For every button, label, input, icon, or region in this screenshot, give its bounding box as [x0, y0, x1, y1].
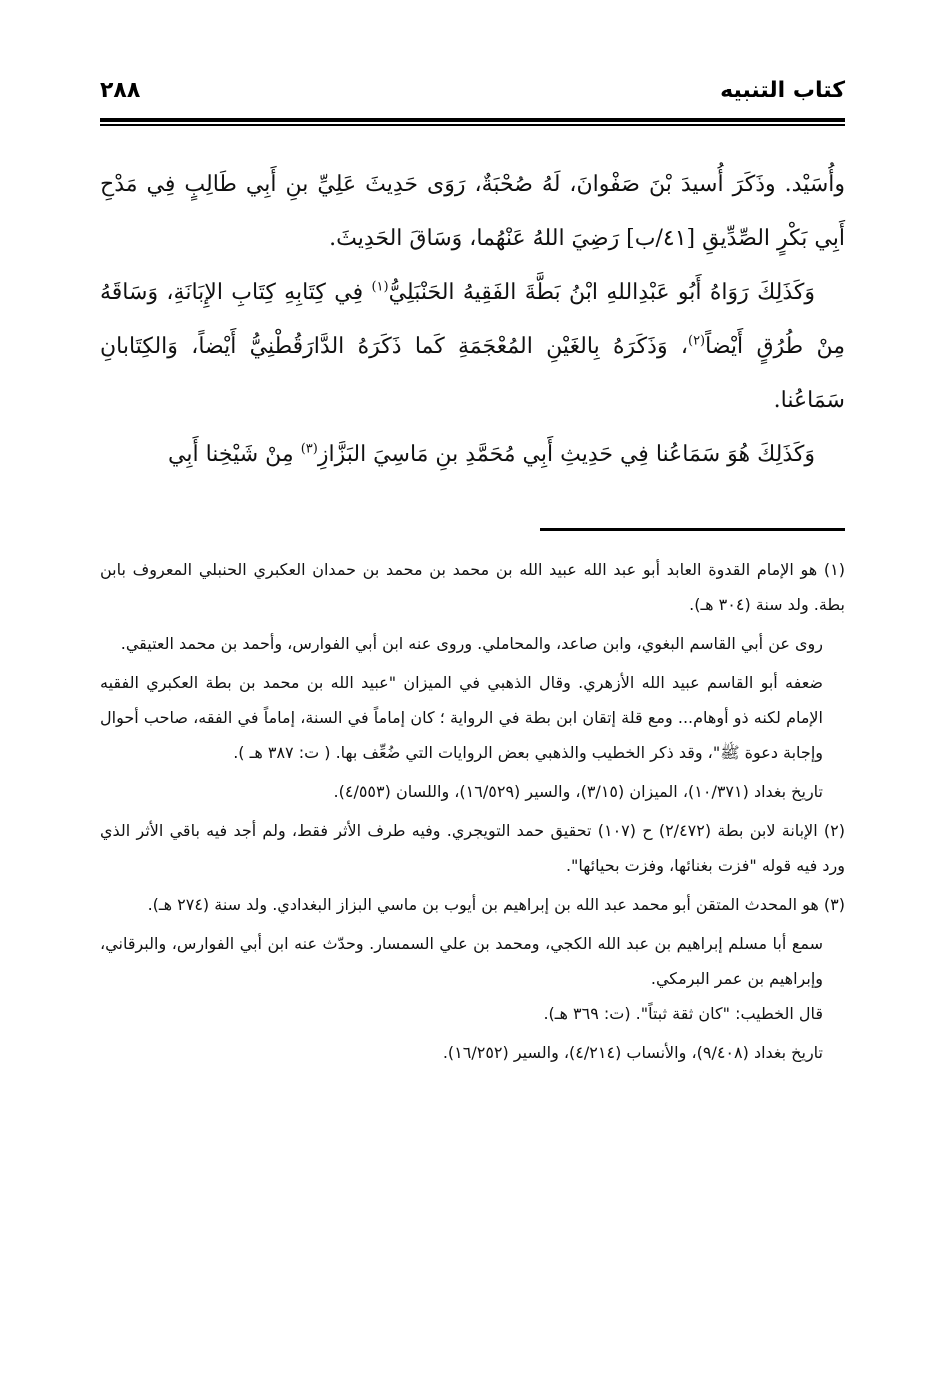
- footnote-ref-2: (٢): [687, 333, 706, 349]
- footnote-3-sources: تاريخ بغداد (٩/٤٠٨)، والأنساب (٤/٢١٤)، والسير (١٦/٢٥٢).: [442, 1043, 823, 1062]
- header-rule: [100, 118, 845, 128]
- running-header: [100, 78, 845, 118]
- main-text: [100, 158, 845, 482]
- footnotes: [100, 552, 845, 1070]
- paragraph-3: [100, 428, 845, 482]
- footnote-3: (٣) هو المحدث المتقن أبو محمد عبد الله بن إبراهيم بن أيوب بن ماسي البزاز البغدادي. ولد سنة (٢٧٤ هـ).: [147, 895, 845, 914]
- footnote-ref-1: (١): [371, 279, 389, 295]
- footnote-divider: [540, 528, 845, 531]
- paragraph-1: وأُسَيْد. وذَكَرَ أُسيدَ بْنَ صَفْوانَ، لَهُ صُحْبَةٌ، رَوَى حَدِيثَ عَلِيِّ بنِ أَبِي طَالِبٍ فِي مَدْحِ أَبِي بَكْرٍ الصِّدِّيقِ [٤١/ب] رَضِيَ اللهُ عَنْهُما، وَسَاقَ الحَدِيثَ.: [100, 172, 845, 251]
- footnote-1-grading: ضعفه أبو القاسم عبيد الله الأزهري. وقال الذهبي في الميزان "عبيد الله بن محمد بن بطة العكبري الفقيه الإمام لكنه ذو أوهام... ومع قلة إتقان ابن بطة في الرواية ؛ كان إماماً في السنة، إماماً في الفقه، صاحب أحوال وإجابة دعوة ﷺ"، وقد ذكر الخطيب والذهبي بعض الروايات التي ضُعِّف بها. ( ت: ٣٨٧ هـ ).: [100, 673, 823, 762]
- book-title: كتاب التنبيه: [720, 78, 845, 103]
- paragraph-2-part-1: وَكَذَلِكَ رَوَاهُ أَبُو عَبْدِاللهِ ابْنُ بَطَّةَ الفَقِيهُ الحَنْبَلِيُّ: [388, 280, 815, 305]
- footnote-1: (١) هو الإمام القدوة العابد أبو عبد الله عبيد الله بن محمد بن محمد بن حمدان العكبري الحنبلي المعروف بابن بطة. ولد سنة (٣٠٤ هـ).: [100, 560, 845, 614]
- paragraph-3-part-2: مِنْ شَيْخِنا أَبِي: [168, 442, 294, 467]
- footnote-1-narrators: روى عن أبي القاسم البغوي، وابن صاعد، والمحاملي. وروى عنه ابن أبي الفوارس، وأحمد بن محمد العتيقي.: [120, 634, 823, 653]
- footnote-ref-3: (٣): [300, 441, 318, 457]
- header-rule-thick: [100, 118, 845, 122]
- header-rule-thin: [100, 124, 845, 126]
- paragraph-2: [100, 266, 845, 428]
- page-number: ٢٨٨: [100, 78, 141, 103]
- paragraph-2-part-3: ، وَذَكَرَهُ بِالغَيْنِ المُعْجَمَةِ كَما ذَكَرَهُ الدَّارَقُطْنِيُّ أَيْضاً، وَالكِتَابانِ سَمَاعُنا.: [100, 334, 845, 413]
- footnote-3-quote: قال الخطيب: "كان ثقة ثبتاً". (ت: ٣٦٩ هـ).: [543, 1004, 823, 1023]
- paragraph-2-part-2: فِي كِتَابِهِ كِتَابِ الإِبَانَةِ، وَسَاقَهُ مِنْ طُرُقٍ أَيْضاً: [100, 280, 845, 359]
- footnote-3-narrators: سمع أبا مسلم إبراهيم بن عبد الله الكجي، ومحمد بن علي السمسار. وحدّث عنه ابن أبي الفوارس، والبرقاني، وإبراهيم بن عمر البرمكي.: [100, 934, 823, 988]
- footnote-2: (٢) الإبانة لابن بطة (٢/٤٧٢) ح (١٠٧) تحقيق حمد التويجري. وفيه طرف الأثر فقط، ولم أجد فيه باقي الأثر الذي ورد فيه قوله "فزت بغنائها، وفزت بحيائها".: [100, 821, 846, 875]
- footnote-1-sources: تاريخ بغداد (١٠/٣٧١)، الميزان (٣/١٥)، والسير (١٦/٥٢٩)، واللسان (٤/٥٥٣).: [333, 782, 823, 801]
- paragraph-3-part-1: وَكَذَلِكَ هُوَ سَمَاعُنا فِي حَدِيثِ أَبِي مُحَمَّدِ بنِ مَاسِيَ البَزَّازِ: [317, 442, 815, 467]
